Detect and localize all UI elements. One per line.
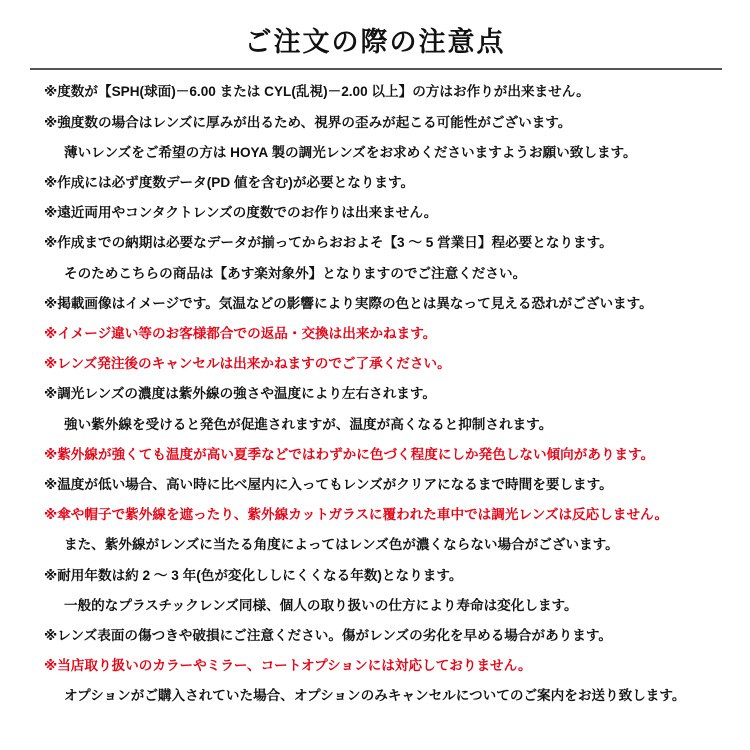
notice-line: ※強度数の場合はレンズに厚みが出るため、視界の歪みが起こる可能性がございます。 [44,114,572,130]
notice-list [30,82,720,706]
notice-line: ※作成には必ず度数データ(PD 値を含む)が必要となります。 [44,175,415,190]
notice-line: 一般的なプラスチックレンズ同様、個人の取り扱いの仕方により寿命は変化します。 [64,597,578,613]
notice-line: ※当店取り扱いのカラーやミラー、コートオプションには対応しておりません。 [44,658,532,674]
notice-line: ※紫外線が強くても温度が高い夏季などではわずかに色づく程度にしか発色しない傾向があります。 [44,446,655,462]
notice-line: ※イメージ違い等のお客様都合での返品・交換は出来かねます。 [44,326,437,342]
notice-line: ※温度が低い場合、高い時に比べ屋内に入ってもレンズがクリアになるまで時間を要します。 [44,477,613,493]
notice-line: ※傘や帽子で紫外線を遮ったり、紫外線カットガラスに覆われた車中では調光レンズは反応しません。 [44,507,669,523]
notice-line: ※度数が【SPH(球面)－6.00 または CYL(乱視)－2.00 以上】の方はお作りが出来ません。 [44,84,590,100]
notice-line: ※遠近両用やコンタクトレンズの度数でのお作りは出来ません。 [44,205,438,221]
notice-line: オプションがご購入されていた場合、オプションのみキャンセルについてのご案内をお送り致します。 [64,688,686,704]
notice-line: ※作成までの納期は必要なデータが揃ってからおおよそ【3 ～ 5 営業日】程必要となります。 [44,235,613,251]
page-title: ご注文の際の注意点 [244,27,506,57]
notice-line: ※レンズ表面の傷つきや破損にご注意ください。傷がレンズの劣化を早める場合があります。 [44,628,612,644]
notice-line: 強い紫外線を受けると発色が促進されますが、温度が高くなると抑制されます。 [64,416,553,432]
notice-line: 薄いレンズをご希望の方は HOYA 製の調光レンズをお求めくださいますようお願い致します。 [64,144,637,160]
notice-line: ※調光レンズの濃度は紫外線の強さや温度により左右されます。 [44,386,437,402]
title-divider [30,68,722,70]
notice-line: また、紫外線がレンズに当たる角度によってはレンズ色が濃くならない場合がございます。 [64,537,619,553]
notice-line: ※掲載画像はイメージです。気温などの影響により実際の色とは異なって見える恐れがございます。 [44,295,653,311]
notice-line: ※耐用年数は約 2 ～ 3 年(色が変化ししにくくなる年数)となります。 [44,567,463,583]
notice-line: ※レンズ発注後のキャンセルは出来かねますのでご了承ください。 [44,356,451,372]
notice-line: そのためこちらの商品は【あす楽対象外】となりますのでご注意ください。 [64,265,527,281]
